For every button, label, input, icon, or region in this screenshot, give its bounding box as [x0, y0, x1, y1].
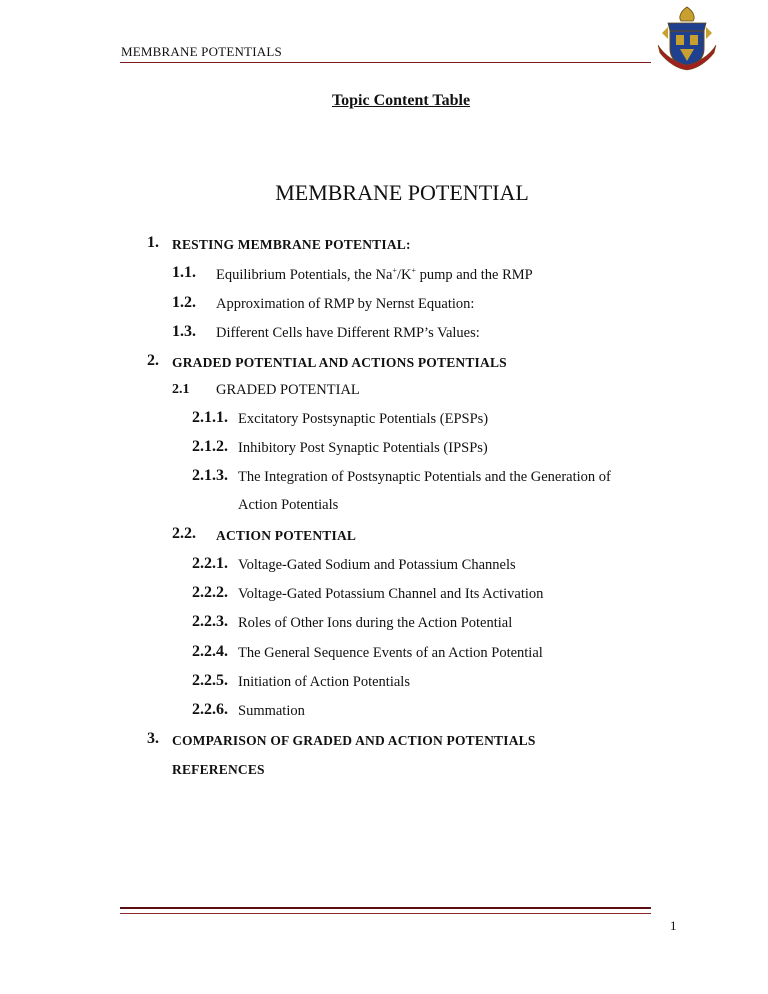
toc-section-1 [147, 234, 159, 252]
toc-number: 2. [147, 352, 159, 369]
toc-title: GRADED POTENTIAL [216, 382, 360, 398]
toc-number: 1.2. [172, 294, 196, 311]
toc-title: The Integration of Postsynaptic Potentials and the Generation of [238, 469, 611, 485]
toc-number: 3. [147, 730, 159, 747]
toc-number: 2.2.1. [192, 555, 228, 572]
toc-number: 2.2.3. [192, 613, 228, 630]
toc-title: Approximation of RMP by Nernst Equation: [216, 296, 475, 312]
toc-title: ACTION POTENTIAL [216, 528, 357, 543]
toc-title: The General Sequence Events of an Action Potential [238, 645, 543, 661]
toc-title: Initiation of Action Potentials [238, 674, 410, 690]
crest-logo-icon [656, 5, 718, 71]
toc-title: Roles of Other Ions during the Action Potential [238, 615, 513, 631]
toc-number: 1.1. [172, 264, 196, 281]
toc-number: 2.2.5. [192, 672, 228, 689]
toc-title: Different Cells have Different RMP’s Values: [216, 325, 480, 341]
toc-number: 2.1.2. [192, 438, 228, 455]
toc-title: Voltage-Gated Potassium Channel and Its Activation [238, 586, 544, 602]
toc-number: 2.2.4. [192, 643, 228, 660]
toc-number: 2.2. [172, 525, 196, 542]
page-number: 1 [670, 918, 677, 933]
toc-references: REFERENCES [172, 762, 265, 777]
footer-rule [120, 907, 651, 909]
toc-number: 1.3. [172, 323, 196, 340]
toc-number: 2.2.6. [192, 701, 228, 718]
toc-number: 2.1.1. [192, 409, 228, 426]
topic-title: Topic Content Table [331, 92, 471, 109]
toc-title: GRADED POTENTIAL AND ACTIONS POTENTIALS [172, 355, 507, 370]
toc-title: RESTING MEMBRANE POTENTIAL: [172, 237, 411, 252]
toc-title: COMPARISON OF GRADED AND ACTION POTENTIALS [172, 733, 536, 748]
toc-title-continued: Action Potentials [238, 497, 339, 513]
toc-number: 2.1.3. [192, 467, 228, 484]
toc-title: Voltage-Gated Sodium and Potassium Channels [238, 557, 516, 573]
main-title: MEMBRANE POTENTIAL [275, 180, 529, 205]
toc-number: 2.2.2. [192, 584, 228, 601]
toc-title: Equilibrium Potentials, the Na+/K+ pump and the RMP [216, 266, 533, 283]
toc-number: 2.1 [172, 382, 190, 397]
toc-title: Summation [238, 703, 305, 719]
toc-number: 1. [147, 234, 159, 251]
header-title: MEMBRANE POTENTIALS [121, 44, 282, 59]
toc-title: Inhibitory Post Synaptic Potentials (IPSPs) [238, 440, 488, 456]
header-rule [120, 62, 651, 63]
footer-rule-thin [120, 913, 651, 914]
toc-title: Excitatory Postsynaptic Potentials (EPSPs) [238, 411, 489, 427]
